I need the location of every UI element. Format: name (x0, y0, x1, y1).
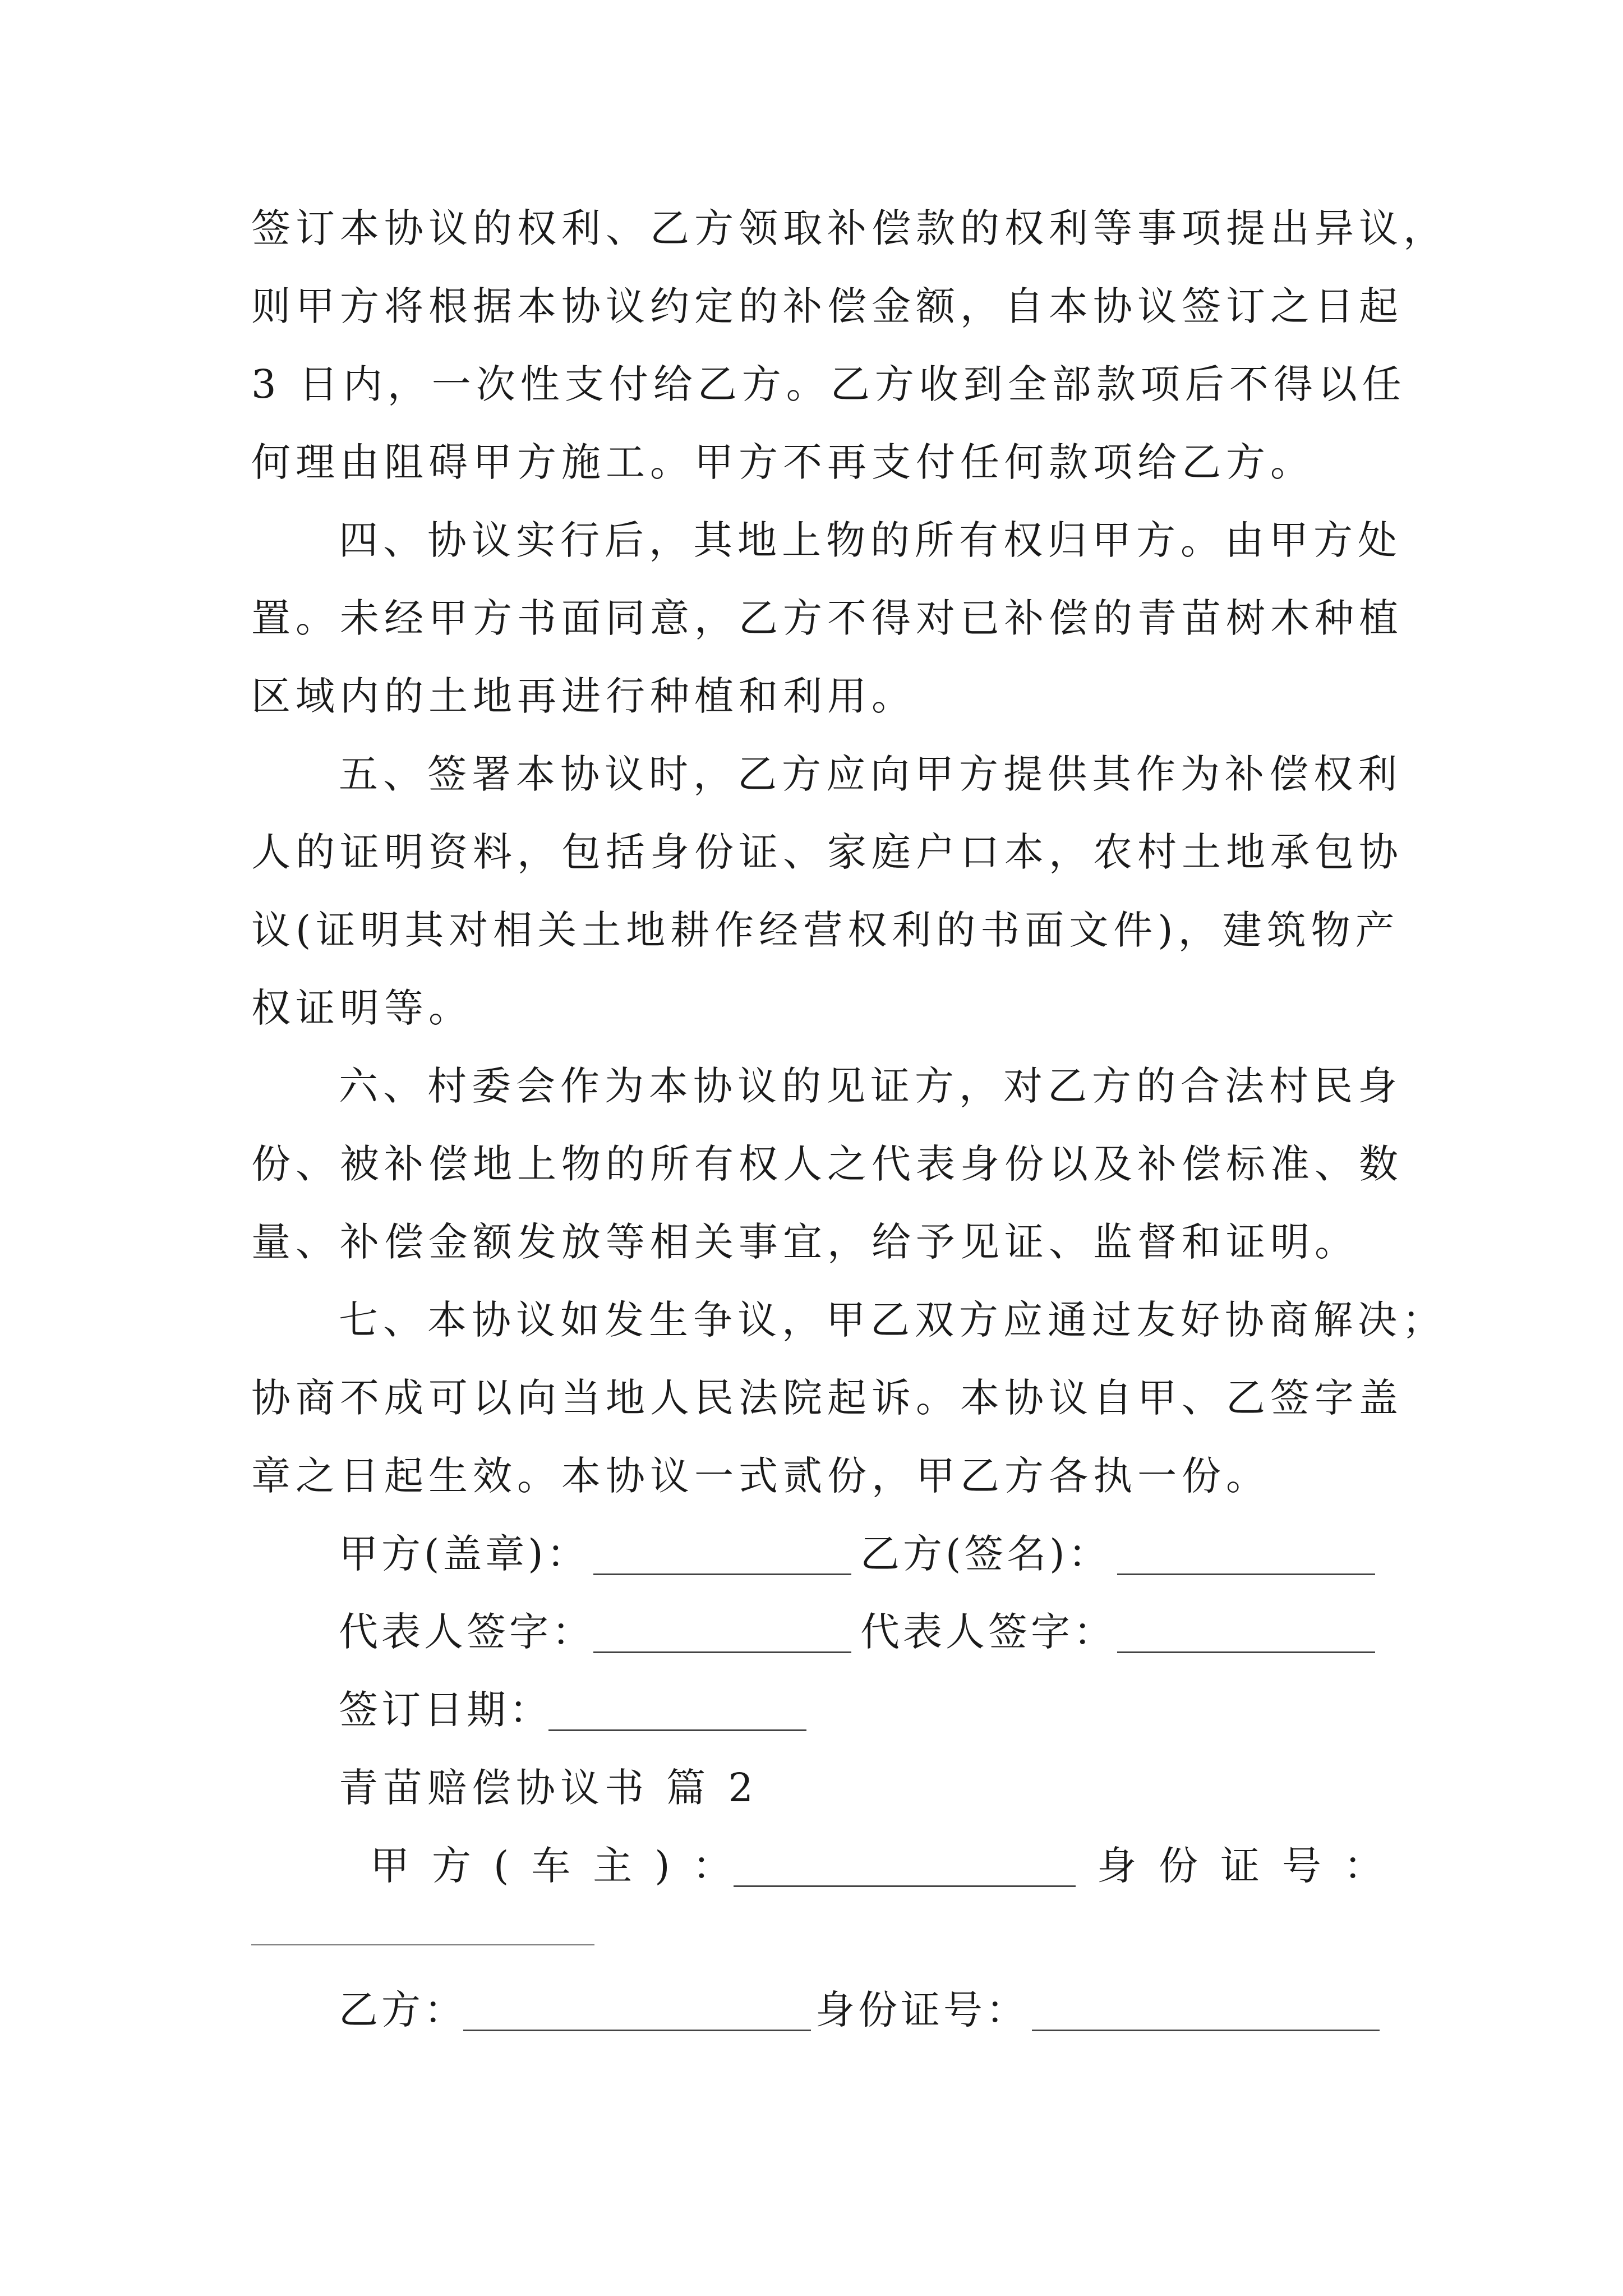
sign-date-blank[interactable] (548, 1729, 806, 1731)
clause-seven-line: 七、本协议如发生争议，甲乙双方应通过友好协商解决； (339, 1297, 1446, 1343)
text-line: 区域内的土地再进行种植和利用。 (251, 673, 916, 719)
party-a-seal-label: 甲方(盖章)： (339, 1531, 589, 1577)
text-line: 章之日起生效。本协议一式贰份，甲乙方各执一份。 (251, 1453, 1270, 1499)
party-b-sign-blank[interactable] (1117, 1573, 1375, 1575)
text-line: 置。未经甲方书面同意，乙方不得对已补偿的青苗树木种植 (251, 595, 1403, 641)
clause-five-line: 五、签署本协议时，乙方应向甲方提供其作为补偿权利 (339, 751, 1402, 797)
section-two-title: 青苗赔偿协议书 篇 2 (339, 1765, 759, 1811)
text-line: 何理由阻碍甲方施工。甲方不再支付任何款项给乙方。 (251, 439, 1315, 485)
id-number-b-blank[interactable] (1032, 2030, 1380, 2031)
signature-row-date (339, 1685, 900, 1741)
text-line: 签订本协议的权利、乙方领取补偿款的权利等事项提出异议， (251, 205, 1447, 251)
id-number-a-blank[interactable] (251, 1944, 594, 1945)
text-line: 3 日内，一次性支付给乙方。乙方收到全部款项后不得以任 (251, 361, 1407, 407)
party-b-sign-label: 乙方(签名)： (860, 1531, 1111, 1577)
text-line: 份、被补偿地上物的所有权人之代表身份以及补偿标准、数 (251, 1141, 1403, 1187)
rep-sign-a-label: 代表人签字： (339, 1609, 594, 1655)
text-line: 权证明等。 (251, 985, 473, 1031)
party-b-label: 乙方： (339, 1987, 467, 2033)
rep-sign-a-blank[interactable] (593, 1651, 851, 1653)
clause-six-line: 六、村委会作为本协议的见证方，对乙方的合法村民身 (339, 1063, 1402, 1109)
rep-sign-b-label: 代表人签字： (860, 1609, 1116, 1655)
text-line: 则甲方将根据本协议约定的补偿金额，自本协议签订之日起 (251, 283, 1403, 329)
text-line: 议(证明其对相关土地耕作经营权利的书面文件)，建筑物产 (251, 907, 1400, 953)
party-b-blank[interactable] (463, 2030, 811, 2031)
text-line: 人的证明资料，包括身份证、家庭户口本，农村土地承包协 (251, 829, 1403, 875)
section-two-party-b-row (339, 1985, 1382, 2041)
id-number-label-b: 身份证号： (815, 1987, 1029, 2033)
section-two-party-a-row (339, 1841, 1405, 1897)
signature-row-representatives (339, 1607, 1382, 1663)
clause-four-line: 四、协议实行后，其地上物的所有权归甲方。由甲方处 (339, 517, 1402, 563)
text-line: 协商不成可以向当地人民法院起诉。本协议自甲、乙签字盖 (251, 1375, 1403, 1421)
sign-date-label: 签订日期： (339, 1687, 552, 1733)
id-number-label-a: 身份证号： (1097, 1843, 1405, 1889)
party-a-owner-label: 甲方(车主)： (370, 1843, 754, 1889)
signature-row-parties (339, 1529, 1382, 1585)
party-a-owner-blank[interactable] (734, 1885, 1076, 1887)
rep-sign-b-blank[interactable] (1117, 1651, 1375, 1653)
text-line: 量、补偿金额发放等相关事宜，给予见证、监督和证明。 (251, 1219, 1359, 1265)
party-a-seal-blank[interactable] (593, 1573, 851, 1575)
